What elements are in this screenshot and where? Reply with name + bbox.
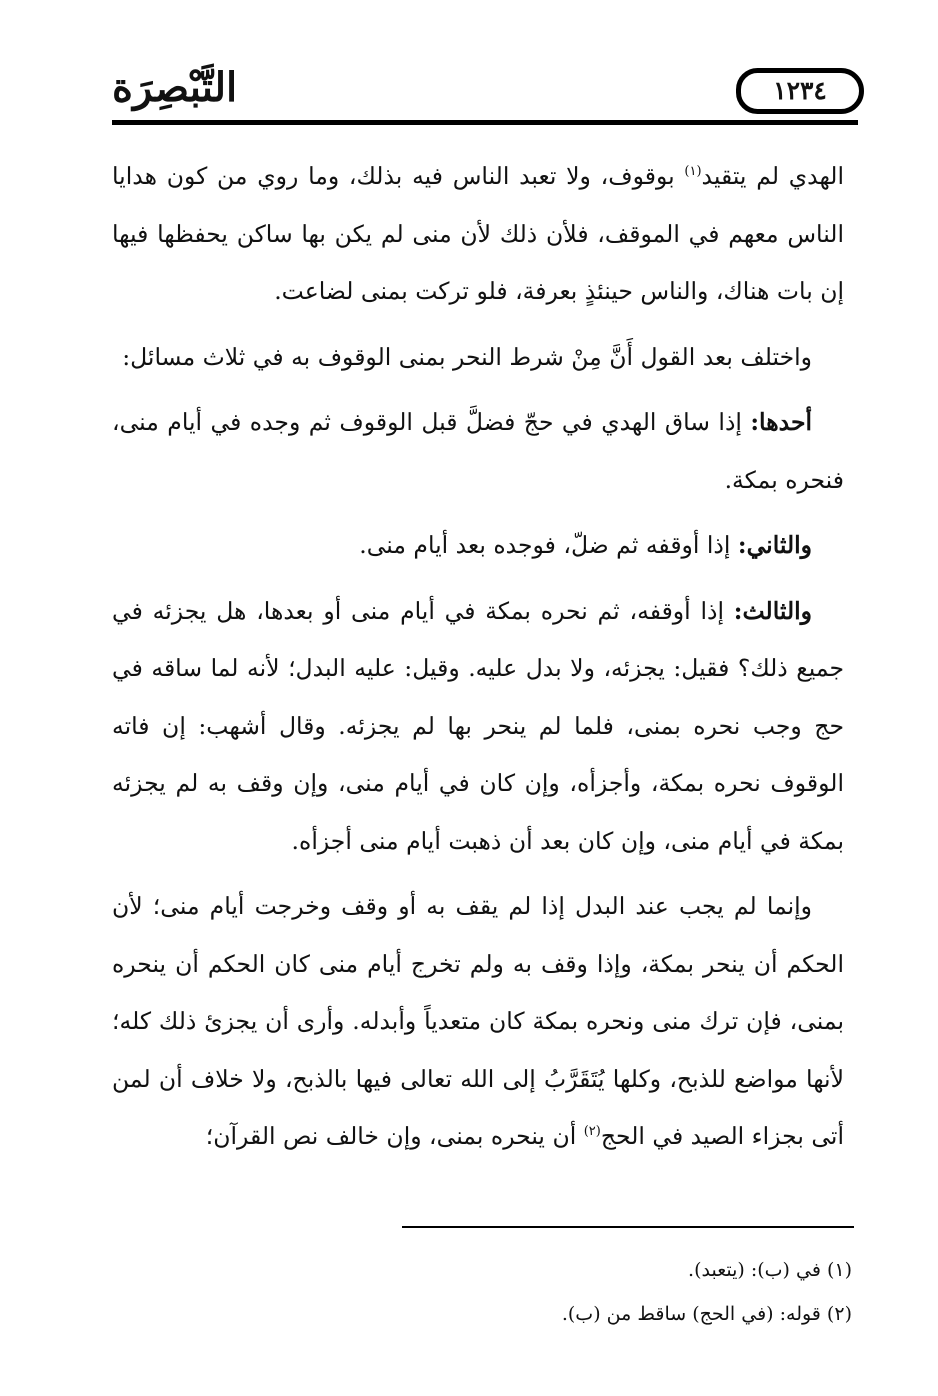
item-label: والثاني: — [737, 531, 812, 559]
footnote-divider — [402, 1226, 854, 1228]
paragraph: الهدي لم يتقيد$^{(١)}$ بوقوف، ولا تعبد الناس فيه بذلك، وما روي من كون هدايا الناس معهم في الموقف، فلأن ذلك لأن منى لم يكن بها ساكن يحفظها فيها إن بات هناك، والناس حينئذٍ بعرفة، فلو تركت بمنى لضاعت. — [112, 162, 844, 305]
header-rule — [112, 120, 858, 125]
book-title: التَّبْصِرَة — [112, 64, 238, 111]
footnote: (١) في (ب): (يتعبد). — [688, 1259, 852, 1281]
footnotes — [112, 1248, 852, 1336]
footnote: (٢) قوله: (في الحج) ساقط من (ب). — [561, 1303, 852, 1325]
footnote-ref: (١) — [684, 164, 702, 180]
main-text — [112, 148, 844, 1174]
item-label: أحدها: — [750, 408, 812, 436]
item-label: والثالث: — [733, 596, 812, 625]
paragraph: والثالث: إذا أوقفه، ثم نحره بمكة في أيام منى أو بعدها، هل يجزئه في جميع ذلك؟ فقيل: يجزئه، ولا بدل عليه. وقيل: عليه البدل؛ لأنه لما ساقه في حج وجب نحره بمنى، فلما لم ينحر بها لم يجزئه. وقال أشهب: إن فاته الوقوف نحره بمكة، وأجزأه، وإن كان في أيام منى، وإن وقف به لم يجزئه بمكة في أيام منى، وإن كان بعد أن ذهبت أيام منى أجزأه. — [112, 596, 844, 855]
page-header — [112, 60, 864, 130]
paragraph: أحدها: إذا ساق الهدي في حجّ فضلَّ قبل الوقوف ثم وجده في أيام منى، فنحره بمكة. — [112, 408, 844, 494]
page-number-badge: ١٢٣٤ — [736, 68, 864, 114]
footnote-ref: (٢) — [583, 1124, 601, 1140]
paragraph: واختلف بعد القول أَنَّ مِنْ شرط النحر بمنى الوقوف به في ثلاث مسائل: — [122, 342, 812, 371]
paragraph: والثاني: إذا أوقفه ثم ضلّ، فوجده بعد أيام منى. — [359, 531, 812, 559]
paragraph: وإنما لم يجب عند البدل إذا لم يقف به أو وقف وخرجت أيام منى؛ لأن الحكم أن ينحر بمكة، وإذا وقف به ولم تخرج أيام منى كان الحكم أن ينحره بمنى، فإن ترك منى ونحره بمكة كان متعدياً وأبدله. وأرى أن يجزئ ذلك كله؛ لأنها مواضع للذبح، وكلها يُتَقَرَّبُ إلى الله تعالى فيها بالذبح، ولا خلاف أن لمن أتى بجزاء الصيد في الحج$^{(٢)}$ أن ينحره بمنى، وإن خالف نص القرآن؛ — [112, 892, 844, 1150]
